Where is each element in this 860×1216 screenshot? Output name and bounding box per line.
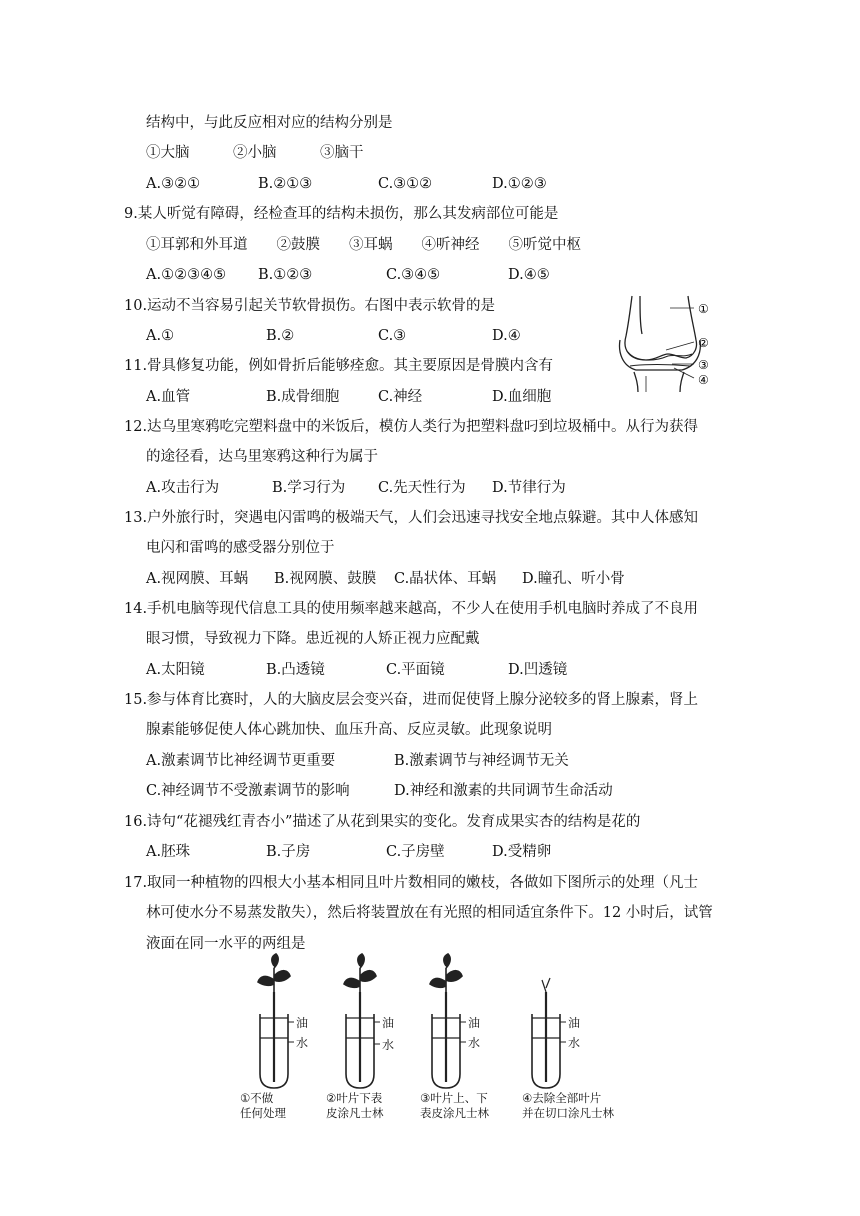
q9-stem: 9.某人听觉有障碍，经检查耳的结构未损伤，那么其发病部位可能是 [124, 206, 559, 222]
tube-3 [430, 954, 466, 1088]
q13-option-a: A.视网膜、耳蜗 [146, 571, 249, 587]
q9-option-d: D.④⑤ [508, 267, 550, 283]
q11-option-d: D.血细胞 [492, 389, 552, 405]
tube-4 [532, 978, 566, 1088]
q13-option-b: B.视网膜、鼓膜 [274, 571, 377, 587]
q10-option-b: B.② [266, 328, 295, 344]
q15-option-b: B.激素调节与神经调节无关 [394, 753, 569, 769]
tube-4-caption-line1: ④去除全部叶片 [522, 1091, 602, 1105]
tube-1-caption-line2: 任何处理 [240, 1106, 286, 1120]
q11-option-a: A.血管 [146, 389, 191, 405]
q15-stem-1: 15.参与体育比赛时，人的大脑皮层会变兴奋，进而促使肾上腺分泌较多的肾上腺素，肾上 [124, 692, 699, 708]
q16-option-d: D.受精卵 [492, 844, 552, 860]
q13-stem-2: 电闪和雷鸣的感受器分别位于 [146, 540, 335, 556]
q15-stem-2: 腺素能够促使人体心跳加快、血压升高、反应灵敏。此现象说明 [146, 722, 552, 738]
q11-option-b: B.成骨细胞 [266, 389, 340, 405]
q14-option-c: C.平面镜 [386, 662, 445, 678]
joint-label-2: ② [698, 336, 709, 350]
q12-option-b: B.学习行为 [272, 480, 346, 496]
q10-option-a: A.① [146, 328, 175, 344]
tube-3-caption-line2: 表皮涂凡士林 [420, 1106, 489, 1120]
tube-4-oil-label: 油 [568, 1016, 581, 1030]
q13-stem-1: 13.户外旅行时，突遇电闪雷鸣的极端天气，人们会迅速寻找安全地点躲避。其中人体感知 [124, 510, 699, 526]
q8-items: ①大脑 ②小脑 ③脑干 [146, 145, 364, 161]
q15-option-d: D.神经和激素的共同调节生命活动 [394, 783, 613, 799]
q8-option-c: C.③①② [378, 176, 433, 192]
tube-2-oil-label: 油 [382, 1016, 395, 1030]
tube-2-caption-line1: ②叶片下表 [326, 1091, 383, 1105]
tube-1-oil-label: 油 [296, 1016, 309, 1030]
q16-option-a: A.胚珠 [146, 844, 191, 860]
tube-2-caption-line2: 皮涂凡士林 [326, 1106, 384, 1120]
q14-option-d: D.凹透镜 [508, 662, 568, 678]
q17-stem-3: 液面在同一水平的两组是 [146, 936, 306, 952]
tube-4-water-label: 水 [568, 1036, 581, 1050]
q17-stem-2: 林可使水分不易蒸发散失），然后将装置放在有光照的相同适宜条件下。12 小时后，试管 [146, 905, 713, 921]
q12-option-d: D.节律行为 [492, 480, 566, 496]
q12-stem-1: 12.达乌里寒鸦吃完塑料盘中的米饭后，模仿人类行为把塑料盘叼到垃圾桶中。从行为获得 [124, 419, 699, 435]
q16-stem: 16.诗句“花褪残红青杏小”描述了从花到果实的变化。发育成果实杏的结构是花的 [124, 814, 641, 830]
q8-option-d: D.①②③ [492, 176, 547, 192]
tube-1-water-label: 水 [296, 1036, 309, 1050]
q17-stem-1: 17.取同一种植物的四根大小基本相同且叶片数相同的嫩枝，各做如下图所示的处理（凡士 [124, 875, 699, 891]
q14-option-a: A.太阳镜 [146, 662, 205, 678]
q14-option-b: B.凸透镜 [266, 662, 325, 678]
q13-option-c: C.晶状体、耳蜗 [394, 571, 497, 587]
q10-option-d: D.④ [492, 328, 521, 344]
tube-3-oil-label: 油 [468, 1016, 481, 1030]
q9-option-a: A.①②③④⑤ [146, 267, 227, 283]
q16-option-b: B.子房 [266, 844, 311, 860]
q9-option-b: B.①②③ [258, 267, 313, 283]
q14-stem-1: 14.手机电脑等现代信息工具的使用频率越来越高，不少人在使用手机电脑时养成了不良用 [124, 601, 699, 617]
joint-label-3: ③ [698, 358, 709, 372]
q9-items: ①耳郭和外耳道 ②鼓膜 ③耳蜗 ④听神经 ⑤听觉中枢 [146, 237, 581, 253]
q11-option-c: C.神经 [378, 389, 423, 405]
q8-option-a: A.③②① [146, 176, 201, 192]
knee-joint-figure [610, 292, 720, 392]
tube-2-water-label: 水 [382, 1038, 395, 1052]
q16-option-c: C.子房壁 [386, 844, 445, 860]
q12-stem-2: 的途径看，达乌里寒鸦这种行为属于 [146, 449, 378, 465]
q11-stem: 11.骨具修复功能，例如骨折后能够痊愈。其主要原因是骨膜内含有 [124, 358, 554, 374]
q8-stem-line: 结构中，与此反应相对应的结构分别是 [146, 115, 393, 131]
joint-label-1: ① [698, 302, 709, 316]
tube-4-caption-line2: 并在切口涂凡士林 [522, 1106, 614, 1120]
q10-option-c: C.③ [378, 328, 407, 344]
q13-option-d: D.瞳孔、听小骨 [522, 571, 625, 587]
q15-option-a: A.激素调节比神经调节更重要 [146, 753, 336, 769]
tube-3-caption-line1: ③叶片上、下 [420, 1091, 488, 1105]
q8-option-b: B.②①③ [258, 176, 313, 192]
q14-stem-2: 眼习惯，导致视力下降。患近视的人矫正视力应配戴 [146, 631, 480, 647]
tube-1 [258, 954, 294, 1088]
joint-label-4: ④ [698, 373, 709, 387]
q15-option-c: C.神经调节不受激素调节的影响 [146, 783, 350, 799]
test-tube-figure [236, 952, 636, 1122]
tube-2 [344, 954, 380, 1088]
q12-option-c: C.先天性行为 [378, 480, 466, 496]
q10-stem: 10.运动不当容易引起关节软骨损伤。右图中表示软骨的是 [124, 298, 496, 314]
tube-3-water-label: 水 [468, 1036, 481, 1050]
q9-option-c: C.③④⑤ [386, 267, 441, 283]
tube-1-caption-line1: ①不做 [240, 1091, 274, 1105]
q12-option-a: A.攻击行为 [146, 480, 220, 496]
